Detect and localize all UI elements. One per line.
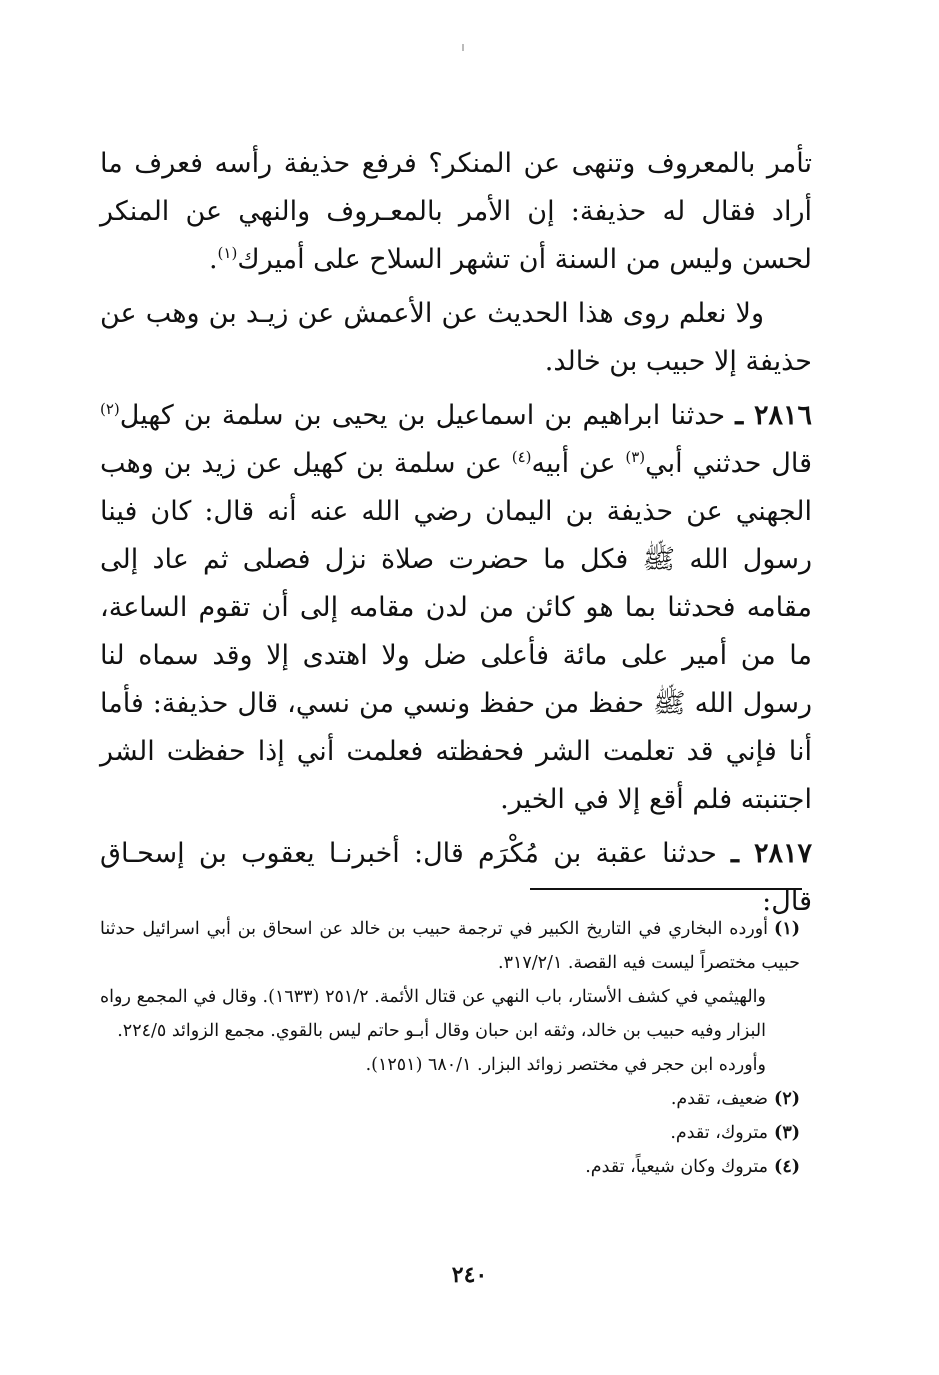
footnote-text: والهيثمي في كشف الأستار، باب النهي عن قتال الأئمة. ٢٥١/٢ (١٦٣٣). وقال في المجمع رواه البزار وفيه حبيب بن خالد، وثقه ابن حبان وقال أبـو حاتم ليس بالقوي. مجمع الزوائد ٢٢٤/٥. — [100, 987, 766, 1041]
scan-speck — [462, 44, 464, 51]
footnote-2 — [100, 1082, 800, 1116]
footnote-number: (٣) — [774, 1123, 800, 1143]
footnote-ref-1[interactable]: (١) — [217, 244, 238, 262]
footnote-ref-4[interactable]: (٤) — [511, 448, 532, 466]
page-number: ٢٤٠ — [451, 1262, 488, 1288]
hadith-text: حدثنا ابراهيم بن اسماعيل بن يحيى بن سلمة بن كهيل — [119, 400, 726, 431]
footnote-text: وأورده ابن حجر في مختصر زوائد البزار. ٦٨٠/١ (١٢٥١). — [365, 1055, 766, 1075]
paragraph-text: تأمر بالمعروف وتنهى عن المنكر؟ فرفع حذيفة رأسه فعرف ما أراد فقال له حذيفة: إن الأمر بالمعـروف والنهي عن المنكر لحسن وليس من السنة أن تشهر السلاح على أميرك — [100, 148, 812, 275]
hadith-number: ٢٨١٧ ـ — [731, 838, 812, 869]
footnote-ref-2[interactable]: (٢) — [100, 400, 120, 418]
footnote-1 — [100, 912, 800, 980]
footnote-ref-3[interactable]: (٣) — [625, 448, 646, 466]
paragraph-remark — [100, 290, 812, 386]
footnote-text: متروك، تقدم. — [670, 1123, 769, 1143]
hadith-text: عن سلمة بن كهيل عن زيد بن وهب الجهني عن حذيفة بن اليمان رضي الله عنه أنه قال: كان فينا رسول الله ﷺ فكل ما حضرت صلاة نزل فصلى ثم عاد إلى مقامه فحدثنا بما هو كائن من لدن مقامه إلى أن تقوم الساعة، ما من أمير على مائة فأعلى ضل ولا اهتدى إلا وقد سماه لنا رسول الله ﷺ حفظ من حفظ ونسي من نسي، قال حذيفة: فأما أنا فإني قد تعلمت الشر فحفظته فعلمت أني إذا حفظت الشر اجتنبته فلم أقع إلا في الخير. — [100, 448, 812, 815]
footnote-number: (٤) — [774, 1157, 800, 1177]
footnote-3 — [100, 1116, 800, 1150]
hadith-text: حدثنا عقبة بن مُكْرَم قال: أخبرنـا يعقوب بن إسحـاق قال: — [100, 838, 812, 917]
hadith-text: قال حدثني أبي — [645, 448, 813, 479]
footnote-text: ضعيف، تقدم. — [670, 1089, 769, 1109]
paragraph-text: ولا نعلم روى هذا الحديث عن الأعمش عن زيـد بن وهب عن حذيفة إلا حبيب بن خالد. — [100, 298, 812, 377]
footnote-text: متروك وكان شيعياً، تقدم. — [585, 1157, 769, 1177]
footnote-separator — [530, 888, 802, 890]
footnotes — [100, 912, 800, 1184]
paragraph-tail: . — [208, 244, 218, 275]
hadith-2816 — [100, 392, 812, 824]
footnote-number: (٢) — [774, 1089, 800, 1109]
main-text — [100, 140, 812, 932]
hadith-number: ٢٨١٦ ـ — [735, 400, 813, 431]
footnote-1-continued — [100, 980, 800, 1048]
footnote-number: (١) — [774, 919, 800, 939]
hadith-text: عن أبيه — [531, 448, 626, 479]
footnote-4 — [100, 1150, 800, 1184]
paragraph-continuation — [100, 140, 812, 284]
footnote-1-continued — [100, 1048, 800, 1082]
footnote-text: أورده البخاري في التاريخ الكبير في ترجمة حبيب بن خالد عن اسحاق بن أبي اسرائيل حدثنا حبيب مختصراً ليست فيه القصة. ٣١٧/٢/١. — [100, 919, 800, 973]
